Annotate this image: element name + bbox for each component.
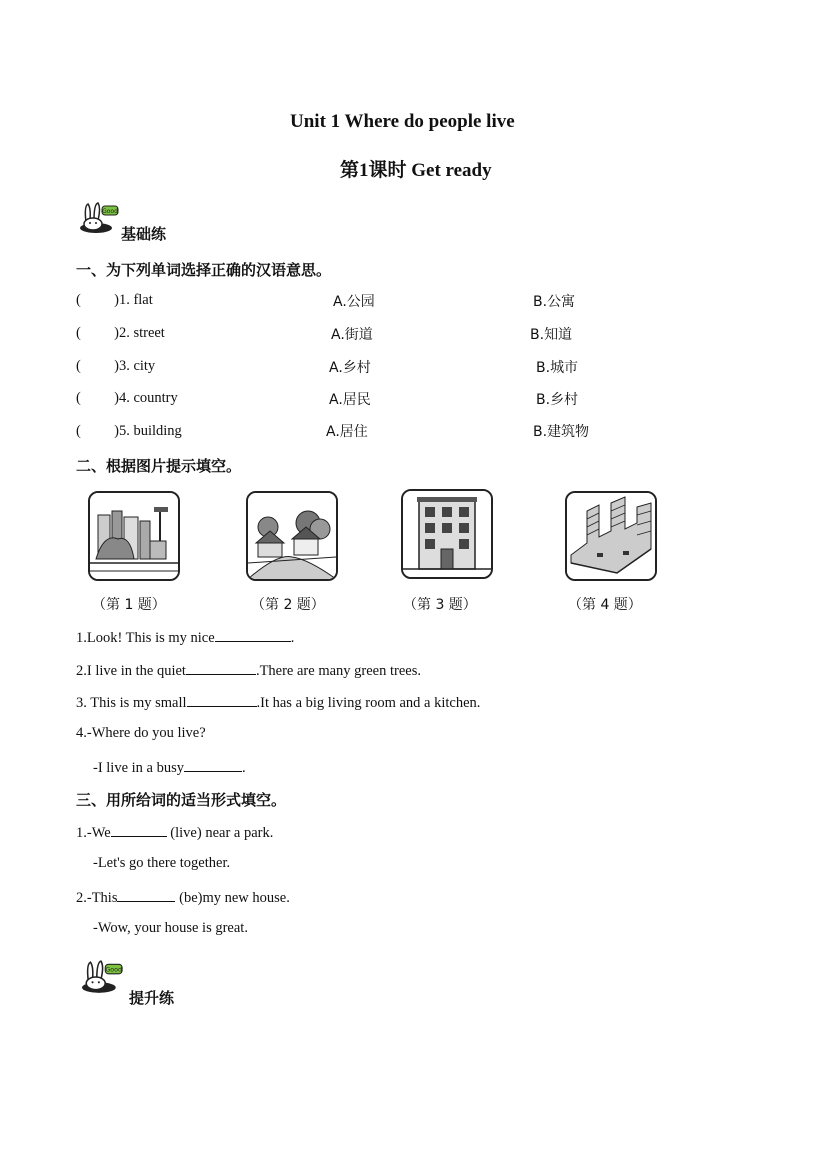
part3-question-2b: -Wow, your house is great. [93, 920, 248, 936]
list-item [76, 325, 165, 342]
bunny-logo-icon [76, 200, 120, 236]
option-a-letter: A. [331, 327, 345, 343]
option-a-text: 居民 [342, 392, 371, 408]
list-item [76, 292, 153, 309]
option-a-letter: A. [329, 392, 343, 408]
answer-blank[interactable] [187, 692, 257, 707]
question-text: 2.I live in the quiet [76, 663, 186, 679]
option-b-text: 建筑物 [547, 424, 590, 440]
picture-caption-1: （第 1 题） [92, 597, 166, 613]
answer-bracket-open: ( [76, 358, 81, 374]
answer-bracket-close: ) [114, 358, 119, 374]
city-picture [565, 491, 657, 581]
part3-heading: 三、用所给词的适当形式填空。 [76, 791, 287, 809]
option-b-text: 乡村 [550, 392, 579, 408]
option-a-text: 公园 [346, 294, 375, 310]
answer-bracket-close: ) [114, 390, 119, 406]
picture-caption-2: （第 2 题） [251, 597, 325, 613]
question-text: 1.-We [76, 825, 111, 841]
part2-question-2 [76, 660, 421, 680]
item-word: 1. flat [118, 292, 153, 308]
option-b-letter: B. [533, 424, 548, 440]
option-b [536, 357, 578, 377]
answer-bracket-close: ) [114, 292, 119, 308]
question-text: 3. This is my small [76, 695, 187, 711]
option-a-text: 居住 [339, 424, 368, 440]
option-b-text: 公寓 [547, 294, 576, 310]
answer-bracket-close: ) [114, 325, 119, 341]
picture-caption-4: （第 4 题） [568, 597, 642, 613]
option-b-letter: B. [533, 294, 548, 310]
question-end: .It has a big living room and a kitchen. [256, 695, 481, 711]
option-b [536, 389, 578, 409]
item-word: 3. city [118, 358, 156, 374]
option-a-text: 街道 [344, 327, 373, 343]
option-a-letter: A. [329, 360, 343, 376]
option-a [329, 357, 371, 377]
option-b-letter: B. [536, 360, 551, 376]
option-b-letter: B. [530, 327, 545, 343]
option-a [331, 324, 373, 344]
answer-bracket-open: ( [76, 423, 81, 439]
section-basic-heading: 基础练 [121, 225, 167, 243]
question-end: . [242, 760, 246, 776]
answer-blank[interactable] [184, 757, 242, 772]
answer-blank[interactable] [117, 887, 175, 902]
part2-question-4b [93, 757, 246, 777]
question-text: 1.Look! This is my nice [76, 630, 215, 646]
answer-blank[interactable] [186, 660, 256, 675]
country-picture [246, 491, 338, 581]
answer-bracket-open: ( [76, 325, 81, 341]
item-word: 5. building [118, 423, 182, 439]
section-advanced-heading: 提升练 [129, 989, 175, 1007]
option-b [533, 421, 589, 441]
option-a-letter: A. [333, 294, 347, 310]
part2-heading: 二、根据图片提示填空。 [76, 457, 242, 475]
page-title: Unit 1 Where do people live [290, 111, 515, 132]
list-item [76, 423, 182, 440]
answer-bracket-open: ( [76, 390, 81, 406]
item-word: 4. country [118, 390, 178, 406]
part3-question-1a [76, 822, 273, 842]
part2-question-3 [76, 692, 480, 712]
option-a [329, 389, 371, 409]
answer-blank[interactable] [111, 822, 167, 837]
answer-bracket-close: ) [114, 423, 119, 439]
bunny-logo-icon [77, 958, 125, 996]
part3-question-1b: -Let's go there together. [93, 855, 231, 871]
part2-question-4a: 4.-Where do you live? [76, 725, 206, 741]
list-item [76, 390, 178, 407]
option-a-letter: A. [326, 424, 340, 440]
option-b [533, 291, 575, 311]
option-b [530, 324, 572, 344]
question-text: -I live in a busy [93, 760, 185, 776]
badge-text: Good [102, 208, 118, 215]
part1-heading: 一、为下列单词选择正确的汉语意思。 [76, 261, 332, 279]
item-word: 2. street [118, 325, 165, 341]
picture-caption-3: （第 3 题） [403, 597, 477, 613]
question-end: (live) near a park. [170, 825, 274, 841]
badge-text: Good [105, 966, 123, 974]
option-b-text: 城市 [550, 360, 579, 376]
option-b-letter: B. [536, 392, 551, 408]
answer-bracket-open: ( [76, 292, 81, 308]
part2-question-1 [76, 627, 294, 647]
option-a [326, 421, 368, 441]
option-a-text: 乡村 [342, 360, 371, 376]
street-picture [88, 491, 180, 581]
part3-question-2a [76, 887, 290, 907]
option-b-text: 知道 [544, 327, 573, 343]
answer-blank[interactable] [215, 627, 291, 642]
page-subtitle: 第1课时 Get ready [340, 160, 492, 181]
question-end: .There are many green trees. [255, 663, 421, 679]
question-end: . [290, 630, 295, 646]
flat-picture [401, 489, 493, 579]
question-text: 2.-This [76, 890, 118, 906]
question-end: (be)my new house. [179, 890, 290, 906]
option-a [333, 291, 375, 311]
list-item [76, 358, 155, 375]
